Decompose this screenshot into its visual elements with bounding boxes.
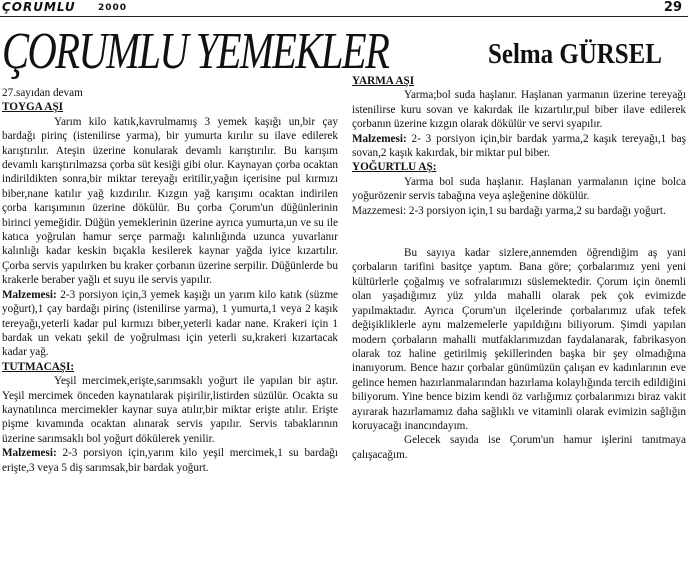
paragraph-gap bbox=[352, 232, 686, 246]
right-column bbox=[352, 74, 686, 462]
recipe-title-yarma: YARMA AŞI bbox=[352, 75, 415, 87]
ingredients-label: Malzemesi: bbox=[2, 288, 57, 301]
ingredients-toyga bbox=[2, 288, 338, 360]
closing-paragraph: Bu sayıya kadar sizlere,annemden öğrendiğim aş yani çorbaların tarifini basitçe yaptım. Bana göre; çorbalarımız yeni yeni kültürlerle çoğalmış ve sofralarımızı süslemektedir. Çorum için önemli olan yaşadığımız yüz yılda mahalli olarak pek çok evimizde yapılmaktadır. Ayrıca Çorum'un ilçelerinde çorbalarımız ufak tefek değişikliklerle aynı malzemelerle yapıldığını biliyorum. Şimdi yapılan modern çorbaların mahalli mutfaklarımızdan faydalanarak, fabrikasyon olarak toz haline getirilmiş şekillerinden başka bir şey olmadığına inanıyorum. Bence hazır çorbalar günümüzün çalışan ev kadınlarının eve gelince hemen hazırlanmalarından hazırlama kolaylığında tercih edildiğini biliyorum. Yine bence bizim kendi öz varlığımız çorbalarımızı biraz vakit ayırarak hazırlamamız daha sağlıklı ve vitaminli olarak evimizin sağlığın koruyacağı inancındayım. bbox=[352, 247, 686, 432]
ingredients-tutmac bbox=[2, 446, 338, 475]
recipe-title-toyga: TOYGA AŞI bbox=[2, 101, 64, 114]
ingredients-yogurt: Mazzemesi: 2-3 porsiyon için,1 su bardağı yarma,2 su bardağı yoğurt. bbox=[352, 204, 666, 217]
recipe-body-toyga: Yarım kilo katık,kavrulmamış 3 yemek kaşığı un,bir çay bardağı pirinç (istenilirse yarma), bir yumurta kırılır su ilave edilerek karıştırılır. Ateşin üzerine konularak devamlı karıştırılır. Bu karışım devamlı karıştırılmazsa çorba süt kesiği gibi olur. Kaynayan çorba ocaktan indirildikten sonra,bir miktar tereyağı eritilir,yağın içerisine pul kırmızı biber,nane katılır yağ kızdırılır. Kızgın yağ karışımı ocaktan indirilen çorba karışımının üzerine dökülür. Bu çorba Çorum'un düğünlerinin birinci yemeğidir. Düğün yemeklerinin üzerine ayrıca yumurta,un ve su ile katıca yoğrulan hamur serçe parmağı kalınlığında uzunca yuvarlanır kalınlığı kadar keskin bıçakla kesilerek kaynar yağda iyice kızartılır. Çorba servis yapılırken bu kraker çorbanın üzerine serpilir. Düğünlerde bu krakerle beraber yağlı et suyu ile servis yapılır. bbox=[2, 115, 338, 287]
header-rule bbox=[0, 16, 688, 17]
page-number: 29 bbox=[663, 0, 682, 15]
recipe-title-yogurt: YOĞURTLU AŞ: bbox=[352, 161, 437, 174]
article-author: Selma GÜRSEL bbox=[488, 38, 662, 70]
recipe-title-tutmac: TUTMACAŞI: bbox=[2, 360, 75, 373]
recipe-body-yarma: Yarma;bol suda haşlanır. Haşlanan yarmanın üzerine tereyağı istenilirse kuru sovan ve kakırdak ile kızartılır,pul biber ilave edilerek çorbanın üzerine kızgın olarak dökülür ve servi syapılır. bbox=[352, 89, 686, 131]
issue-year: 2000 bbox=[98, 3, 128, 13]
masthead-logo: ÇORUMLU bbox=[2, 0, 76, 14]
paragraph-gap bbox=[352, 218, 686, 232]
continued-note: 27.sayıdan devam bbox=[2, 87, 83, 99]
ingredients-text: 2-3 porsiyon için,3 yemek kaşığı un yarım kilo katık (süzme yoğurt),1 çay bardağı pirinç (istenilirse yarma), 1 yumurta,1 veya 2 kaşık tereyağı,yeterli kadar pul kırmızı biber,yeterli kadar nane. Krakeri için 1 bardak un vekatı şekil de yoğrulması için yeterli su,krakeri kızartacak kadar yağ. bbox=[2, 288, 338, 359]
recipe-body-tutmac: Yeşil mercimek,erişte,sarımsaklı yoğurt ile yapılan bir aştır. Yeşil mercimek önceden kaynatılarak pişirilir,listirden süzülür. Ocakta su kaynatılınca mercimekler kaynar suya atılır,bir miktar erişte atılır. Erişte pişme kıvamında ocaktan alınarak servis yapılır. Servis tabaklarının üzerine sarımsaklı bol yoğurt dökülerek yenilir. bbox=[2, 375, 338, 445]
next-issue-note: Gelecek sayıda ise Çorum'un hamur işlerini tanıtmaya çalışacağım. bbox=[352, 434, 686, 461]
left-column bbox=[2, 86, 338, 475]
ingredients-yarma bbox=[352, 132, 686, 161]
article-title: ÇORUMLU YEMEKLER bbox=[2, 23, 389, 80]
ingredients-label: Malzemesi: bbox=[352, 132, 407, 145]
ingredients-text: 2- 3 porsiyon için,bir bardak yarma,2 kaşık tereyağı,1 baş sovan,2 kaşık kakırdak, bir miktar pul biber. bbox=[352, 132, 686, 160]
ingredients-text: 2-3 porsiyon için,yarım kilo yeşil mercimek,1 su bardağı erişte,3 veya 5 diş sarımsak,bir bardak yoğurt. bbox=[2, 447, 338, 474]
recipe-body-yogurt: Yarma bol suda haşlanır. Haşlanan yarmalanın içine bolca yoğurözenir servis tabağına veya aşleğenine dökülür. bbox=[352, 175, 686, 203]
page-header bbox=[0, 0, 688, 18]
ingredients-label: Malzemesi: bbox=[2, 447, 57, 460]
